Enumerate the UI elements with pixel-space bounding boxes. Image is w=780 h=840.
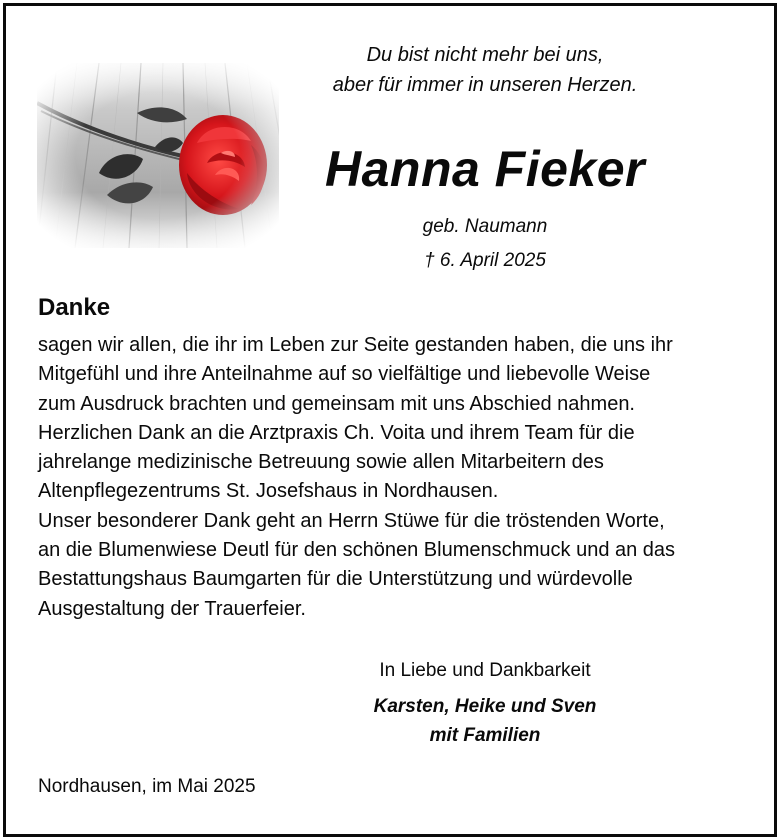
rose-icon bbox=[37, 63, 279, 248]
motto-line-1: Du bist nicht mehr bei uns, bbox=[366, 44, 604, 66]
body-line: Unser besonderer Dank geht an Herrn Stüwe für die tröstenden Worte, bbox=[38, 509, 665, 532]
signature-line-2: mit Familien bbox=[429, 725, 541, 746]
body-line: sagen wir allen, die ihr im Leben zur Seite gestanden haben, die uns ihr bbox=[38, 334, 673, 356]
body-line: Herzlichen Dank an die Arztpraxis Ch. Voita und ihrem Team für die bbox=[38, 421, 635, 444]
birth-name: geb. Naumann bbox=[422, 216, 548, 237]
body-line: an die Blumenwiese Deutl für den schönen Blumenschmuck und an das bbox=[38, 539, 676, 562]
body-line: Ausgestaltung der Trauerfeier. bbox=[38, 597, 306, 620]
body-line: jahrelange medizinische Betreuung sowie allen Mitarbeitern des bbox=[38, 451, 604, 474]
thanks-heading: Danke bbox=[38, 294, 111, 321]
place-date: Nordhausen, im Mai 2025 bbox=[38, 776, 256, 797]
thanks-body bbox=[38, 331, 758, 624]
body-line: Mitgefühl und ihre Anteilnahme auf so vielfältige und liebevolle Weise bbox=[38, 363, 651, 386]
body-line: zum Ausdruck brachten und gemeinsam mit uns Abschied nahmen. bbox=[38, 392, 635, 415]
signature-line-1: Karsten, Heike und Sven bbox=[373, 696, 597, 717]
motto-line-2: aber für immer in unseren Herzen. bbox=[332, 74, 638, 96]
closing-phrase: In Liebe und Dankbarkeit bbox=[379, 660, 591, 681]
deceased-name: Hanna Fieker bbox=[324, 141, 645, 197]
body-line: Bestattungshaus Baumgarten für die Unterstützung und würdevolle bbox=[38, 568, 633, 591]
death-date: † 6. April 2025 bbox=[424, 250, 546, 271]
body-line: Altenpflegezentrums St. Josefshaus in Nordhausen. bbox=[38, 480, 499, 503]
